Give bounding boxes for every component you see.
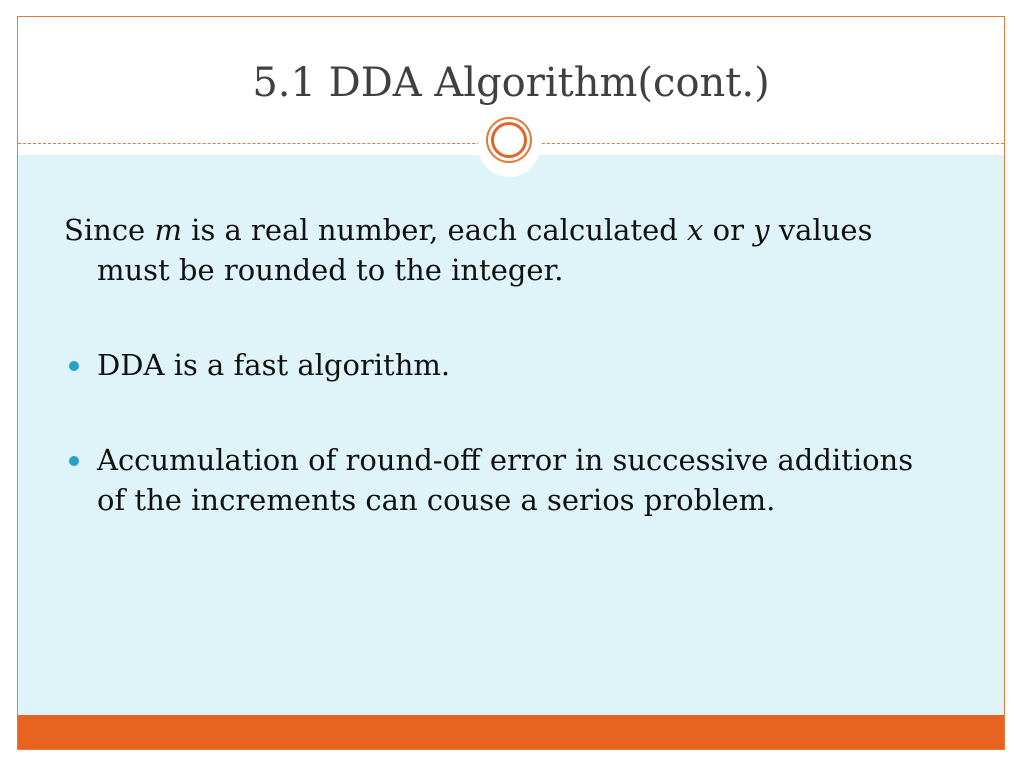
paragraph-text: DDA is a fast algorithm. bbox=[97, 348, 451, 382]
ring-ornament-inner bbox=[491, 122, 527, 158]
slide-body bbox=[64, 210, 924, 575]
paragraph-text: Accumulation of round-off error in successive additions of the increments can couse a serios problem. bbox=[97, 443, 914, 517]
variable-text: m bbox=[154, 213, 182, 247]
intro-paragraph bbox=[64, 210, 924, 290]
variable-text: y bbox=[753, 213, 770, 247]
ring-ornament-icon bbox=[486, 117, 532, 163]
paragraph-text: Since bbox=[64, 213, 155, 247]
bullet-item bbox=[64, 345, 924, 385]
footer-bar bbox=[18, 715, 1004, 750]
variable-text: x bbox=[687, 213, 704, 247]
bullet-item bbox=[64, 440, 924, 520]
paragraph-text: or bbox=[703, 213, 754, 247]
paragraph-text: values must be rounded to the integer. bbox=[97, 213, 873, 287]
slide-title: 5.1 DDA Algorithm(cont.) bbox=[252, 60, 770, 106]
paragraph-text: is a real number, each calculated bbox=[181, 213, 688, 247]
